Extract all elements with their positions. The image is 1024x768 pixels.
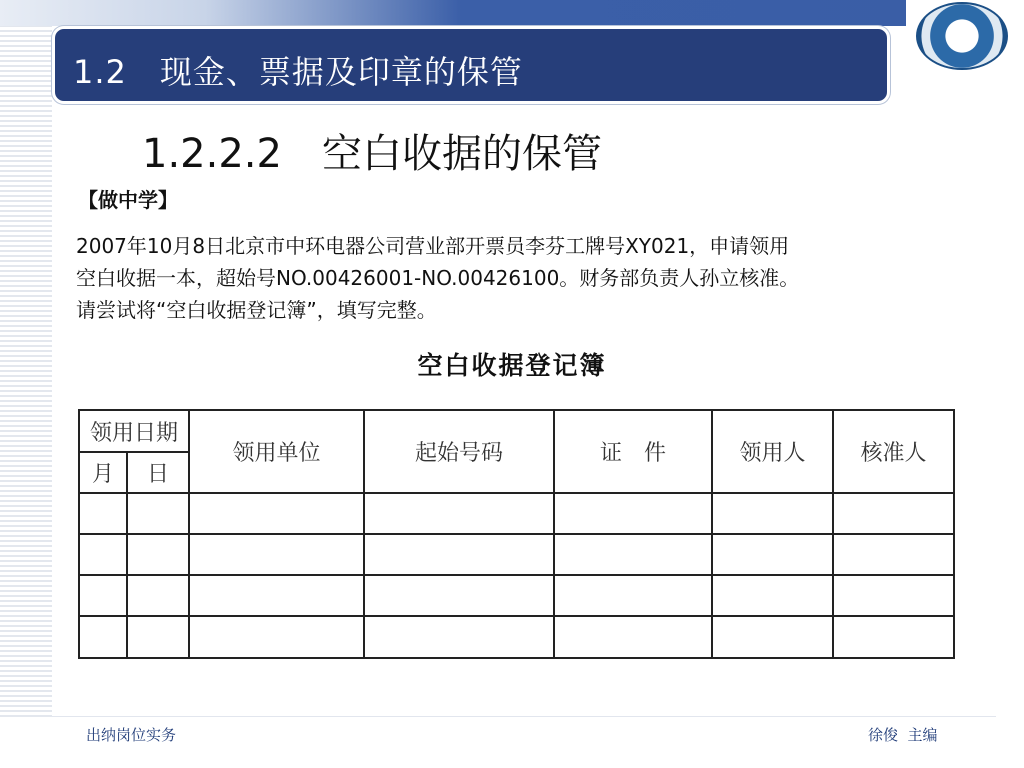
top-band-decoration	[0, 0, 1024, 26]
cell-recipient[interactable]	[712, 534, 833, 575]
register-title: 空白收据登记簿	[417, 351, 607, 380]
cell-document[interactable]	[554, 493, 712, 534]
table-row	[79, 575, 954, 616]
header-day: 日	[127, 452, 189, 493]
cell-document[interactable]	[554, 616, 712, 658]
cell-day[interactable]	[127, 575, 189, 616]
table-row	[79, 534, 954, 575]
paragraph-line: 空白收据一本，超始号NO.00426001-NO.00426100。财务部负责人孙立核准。	[76, 266, 800, 290]
cell-month[interactable]	[79, 493, 127, 534]
header-document: 证 件	[554, 410, 712, 493]
cell-recipient[interactable]	[712, 575, 833, 616]
cell-day[interactable]	[127, 616, 189, 658]
header-unit: 领用单位	[189, 410, 364, 493]
paragraph-line: 2007年10月8日北京市中环电器公司营业部开票员李芬工牌号XY021，申请领用	[76, 234, 790, 258]
exercise-heading: 【做中学】	[78, 188, 178, 212]
title-banner	[52, 26, 890, 104]
exercise-paragraph	[76, 230, 956, 326]
cell-unit[interactable]	[189, 534, 364, 575]
cell-month[interactable]	[79, 575, 127, 616]
cell-approver[interactable]	[833, 534, 954, 575]
table-row	[79, 616, 954, 658]
header-month: 月	[79, 452, 127, 493]
cell-day[interactable]	[127, 534, 189, 575]
header-recipient: 领用人	[712, 410, 833, 493]
cell-unit[interactable]	[189, 616, 364, 658]
cell-month[interactable]	[79, 616, 127, 658]
cell-approver[interactable]	[833, 575, 954, 616]
slide-title: 1.2 现金、票据及印章的保管	[73, 53, 523, 91]
header-approver: 核准人	[833, 410, 954, 493]
university-logo-icon	[916, 2, 1008, 70]
cell-month[interactable]	[79, 534, 127, 575]
table-row	[79, 493, 954, 534]
cell-start-number[interactable]	[364, 575, 554, 616]
cell-unit[interactable]	[189, 493, 364, 534]
cell-start-number[interactable]	[364, 534, 554, 575]
footer-editor: 徐俊 主编	[868, 726, 938, 744]
cell-start-number[interactable]	[364, 616, 554, 658]
cell-document[interactable]	[554, 575, 712, 616]
cell-document[interactable]	[554, 534, 712, 575]
cell-unit[interactable]	[189, 575, 364, 616]
cell-day[interactable]	[127, 493, 189, 534]
cell-start-number[interactable]	[364, 493, 554, 534]
footer-course-title: 出纳岗位实务	[86, 726, 177, 744]
footer-divider	[52, 716, 996, 717]
cell-recipient[interactable]	[712, 493, 833, 534]
paragraph-line: 请尝试将“空白收据登记簿”，填写完整。	[76, 298, 437, 322]
cell-approver[interactable]	[833, 493, 954, 534]
cell-recipient[interactable]	[712, 616, 833, 658]
header-start-number: 起始号码	[364, 410, 554, 493]
blank-receipt-register-table	[78, 409, 955, 659]
section-subtitle: 1.2.2.2 空白收据的保管	[142, 131, 602, 177]
header-date: 领用日期	[79, 410, 189, 452]
cell-approver[interactable]	[833, 616, 954, 658]
